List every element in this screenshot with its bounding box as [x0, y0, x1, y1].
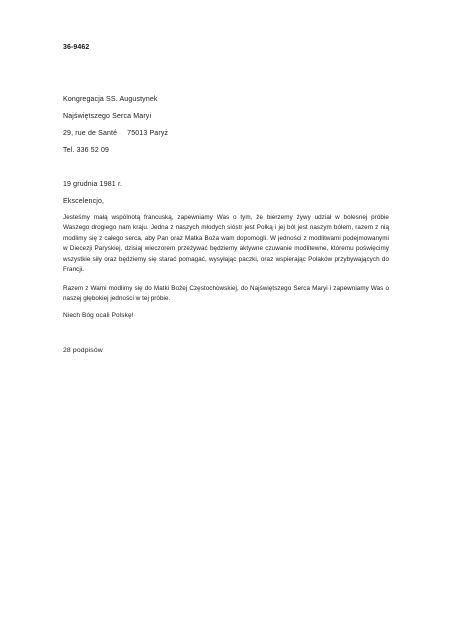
signature-count: 28 podpisów: [63, 347, 103, 354]
sender-organization: Kongregacja SS. Augustynek: [63, 96, 158, 103]
sender-phone: Tel. 336 52 09: [63, 147, 110, 154]
sender-city: 75013 Paryż: [127, 130, 169, 137]
letter-date: 19 grudnia 1981 r.: [63, 181, 123, 188]
document-id: 36-9462: [63, 44, 90, 51]
closing-line: Niech Bóg ocali Polskę!: [63, 312, 134, 319]
sender-street-city: [63, 130, 168, 137]
body-paragraph: Razem z Wami modlimy się do Matki Bożej Częstochowskiej, do Najświętszego Serca Maryi i zapewniamy Was o naszej głębokiej jedności w tej próbie.: [63, 285, 389, 303]
body-paragraph: Jesteśmy małą wspólnotą francuską, zapewniamy Was o tym, że bierzemy żywy udział w bolesnej próbie Waszego drogiego nam kraju. Jedna z naszych młodych sióstr jest Polką i jej ból jest naszym bólem, razem z nią modlimy się z całego serca, aby Pan oraz Matka Boża wam dopomogli. W jedności z modlitwami podejmowanymi w Diecezji Paryskiej, dzisiaj wieczorem przeżywać będziemy aktywne czuwanie modlitewne, któremu poświęcimy wszystkie siły oraz będziemy się starać pomagać, wysyłając paczki, oraz wspierając Polaków przybywających do Francji.: [63, 214, 389, 274]
sender-street: 29, rue de Santé: [63, 130, 118, 137]
sender-organization-line2: Najświętszego Serca Maryi: [63, 113, 152, 120]
salutation: Ekscelencjo,: [63, 198, 105, 205]
